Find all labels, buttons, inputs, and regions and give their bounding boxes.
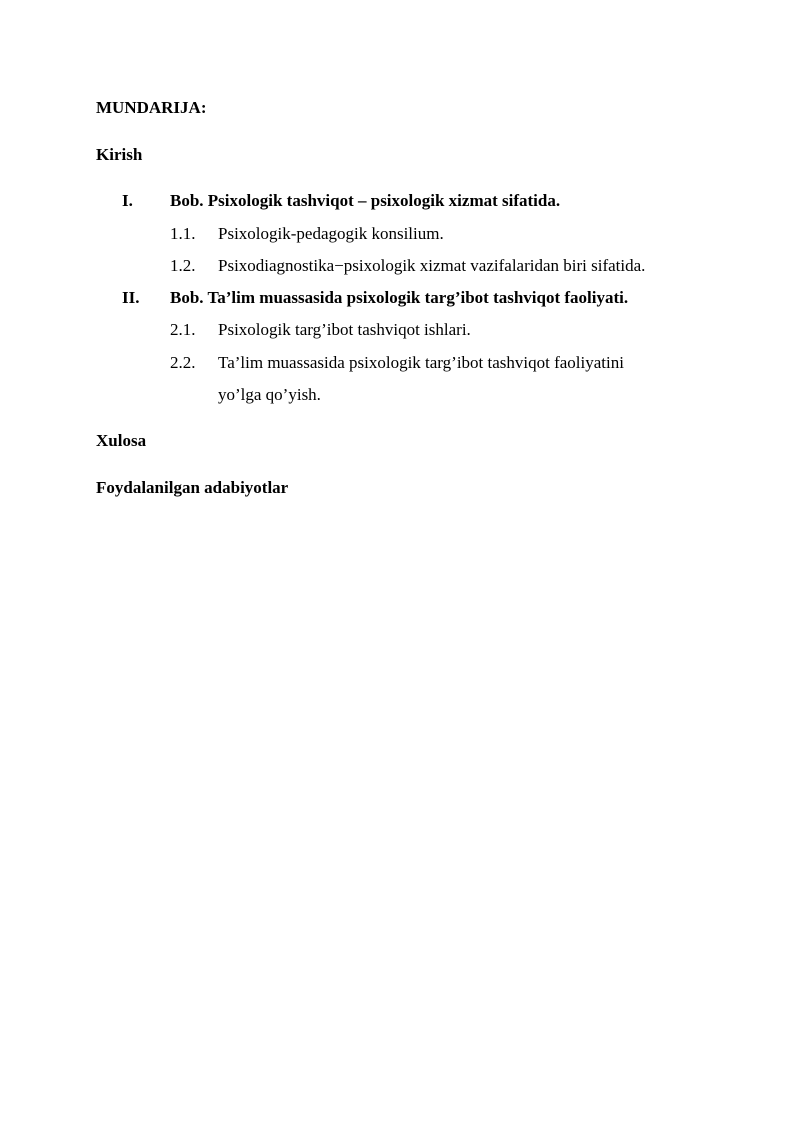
- chapter-number: II.: [122, 288, 140, 307]
- chapter-title: Bob. Ta’lim muassasida psixologik targ’ibot tashviqot faoliyati.: [170, 288, 629, 307]
- section-number: 1.2.: [170, 256, 196, 275]
- toc-heading: MUNDARIJA:: [96, 98, 207, 117]
- section-number: 2.1.: [170, 320, 196, 339]
- toc-conclusion: Xulosa: [96, 431, 147, 450]
- toc-intro: Kirish: [96, 145, 143, 164]
- chapter-title: Bob. Psixologik tashviqot – psixologik xizmat sifatida.: [170, 191, 561, 210]
- section-title: Ta’lim muassasida psixologik targ’ibot tashviqot faoliyatini: [218, 353, 624, 372]
- section-title: Psixodiagnostika−psixologik xizmat vazifalaridan biri sifatida.: [218, 256, 646, 275]
- chapter-number: I.: [122, 191, 133, 210]
- section-title: Psixologik targ’ibot tashviqot ishlari.: [218, 320, 471, 339]
- section-number: 1.1.: [170, 224, 196, 243]
- section-title: Psixologik-pedagogik konsilium.: [218, 224, 444, 243]
- section-title-continuation: yo’lga qo’yish.: [218, 385, 321, 404]
- section-number: 2.2.: [170, 353, 196, 372]
- toc-references: Foydalanilgan adabiyotlar: [96, 478, 289, 497]
